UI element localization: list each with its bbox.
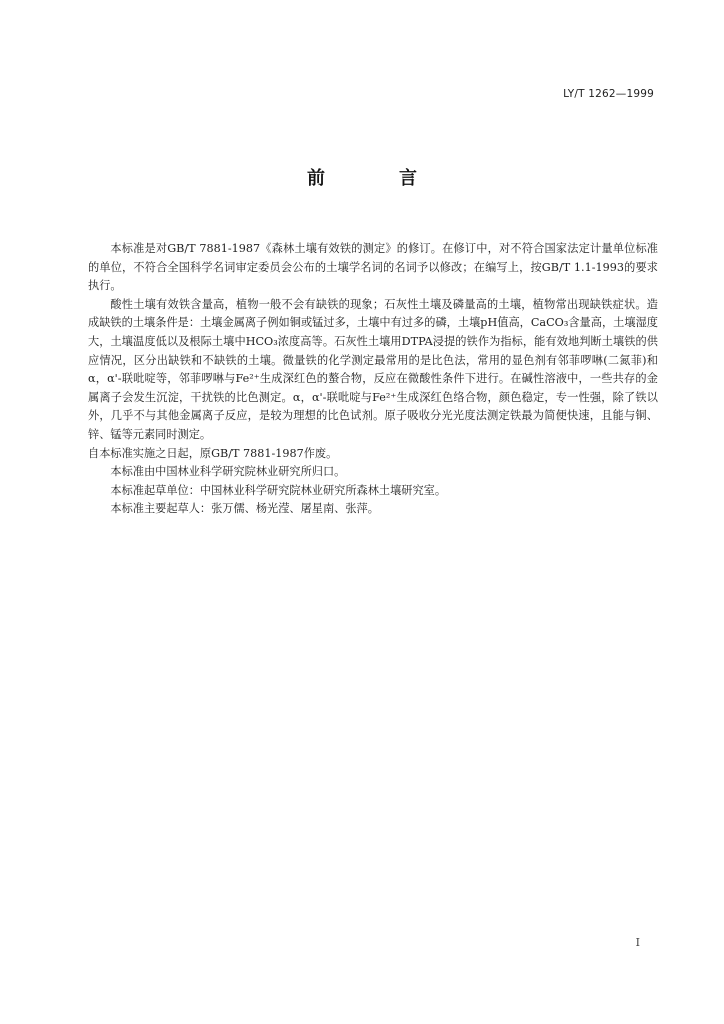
paragraph-background: 酸性土壤有效铁含量高，植物一般不会有缺铁的现象；石灰性土壤及磷量高的土壤，植物常出现缺铁症状。造成缺铁的土壤条件是：土壤金属离子例如铜或锰过多，土壤中有过多的磷，土壤pH值高，CaCO₃含量高，土壤湿度大，土壤温度低以及根际土壤中HCO₃浓度高等。石灰性土壤用DTPA浸提的铁作为指标，能有效地判断土壤铁的供应情况，区分出缺铁和不缺铁的土壤。微量铁的化学测定最常用的是比色法，常用的显色剂有邻菲啰啉(二氮菲)和α，α'-联吡啶等，邻菲啰啉与Fe²⁺生成深红色的螯合物，反应在微酸性条件下进行。在碱性溶液中，一些共存的金属离子会发生沉淀，干扰铁的比色测定。α，α'-联吡啶与Fe²⁺生成深红色络合物，颜色稳定，专一性强，除了铁以外，几乎不与其他金属离子反应，是较为理想的比色试剂。原子吸收分光光度法测定铁最为简便快速，且能与铜、锌、锰等元素同时测定。 (88, 297, 658, 441)
document-body (88, 240, 658, 519)
page-number: I (635, 936, 640, 949)
paragraph-supersede: 自本标准实施之日起，原GB/T 7881-1987作废。 (88, 446, 338, 460)
paragraph-drafting-unit: 本标准起草单位：中国林业科学研究院林业研究所森林土壤研究室。 (110, 483, 447, 497)
standard-code: LY/T 1262—1999 (563, 88, 654, 100)
paragraph-drafters: 本标准主要起草人：张万儒、杨光滢、屠星南、张萍。 (110, 502, 379, 516)
page-title: 前 言 (307, 168, 445, 189)
paragraph-administration: 本标准由中国林业科学研究院林业研究所归口。 (110, 465, 346, 479)
paragraph-revision: 本标准是对GB/T 7881-1987《森林土壤有效铁的测定》的修订。在修订中，对不符合国家法定计量单位标准的单位，不符合全国科学名词审定委员会公布的土壤学名词的名词予以修改；在编写上，按GB/T 1.1-1993的要求执行。 (88, 242, 658, 293)
